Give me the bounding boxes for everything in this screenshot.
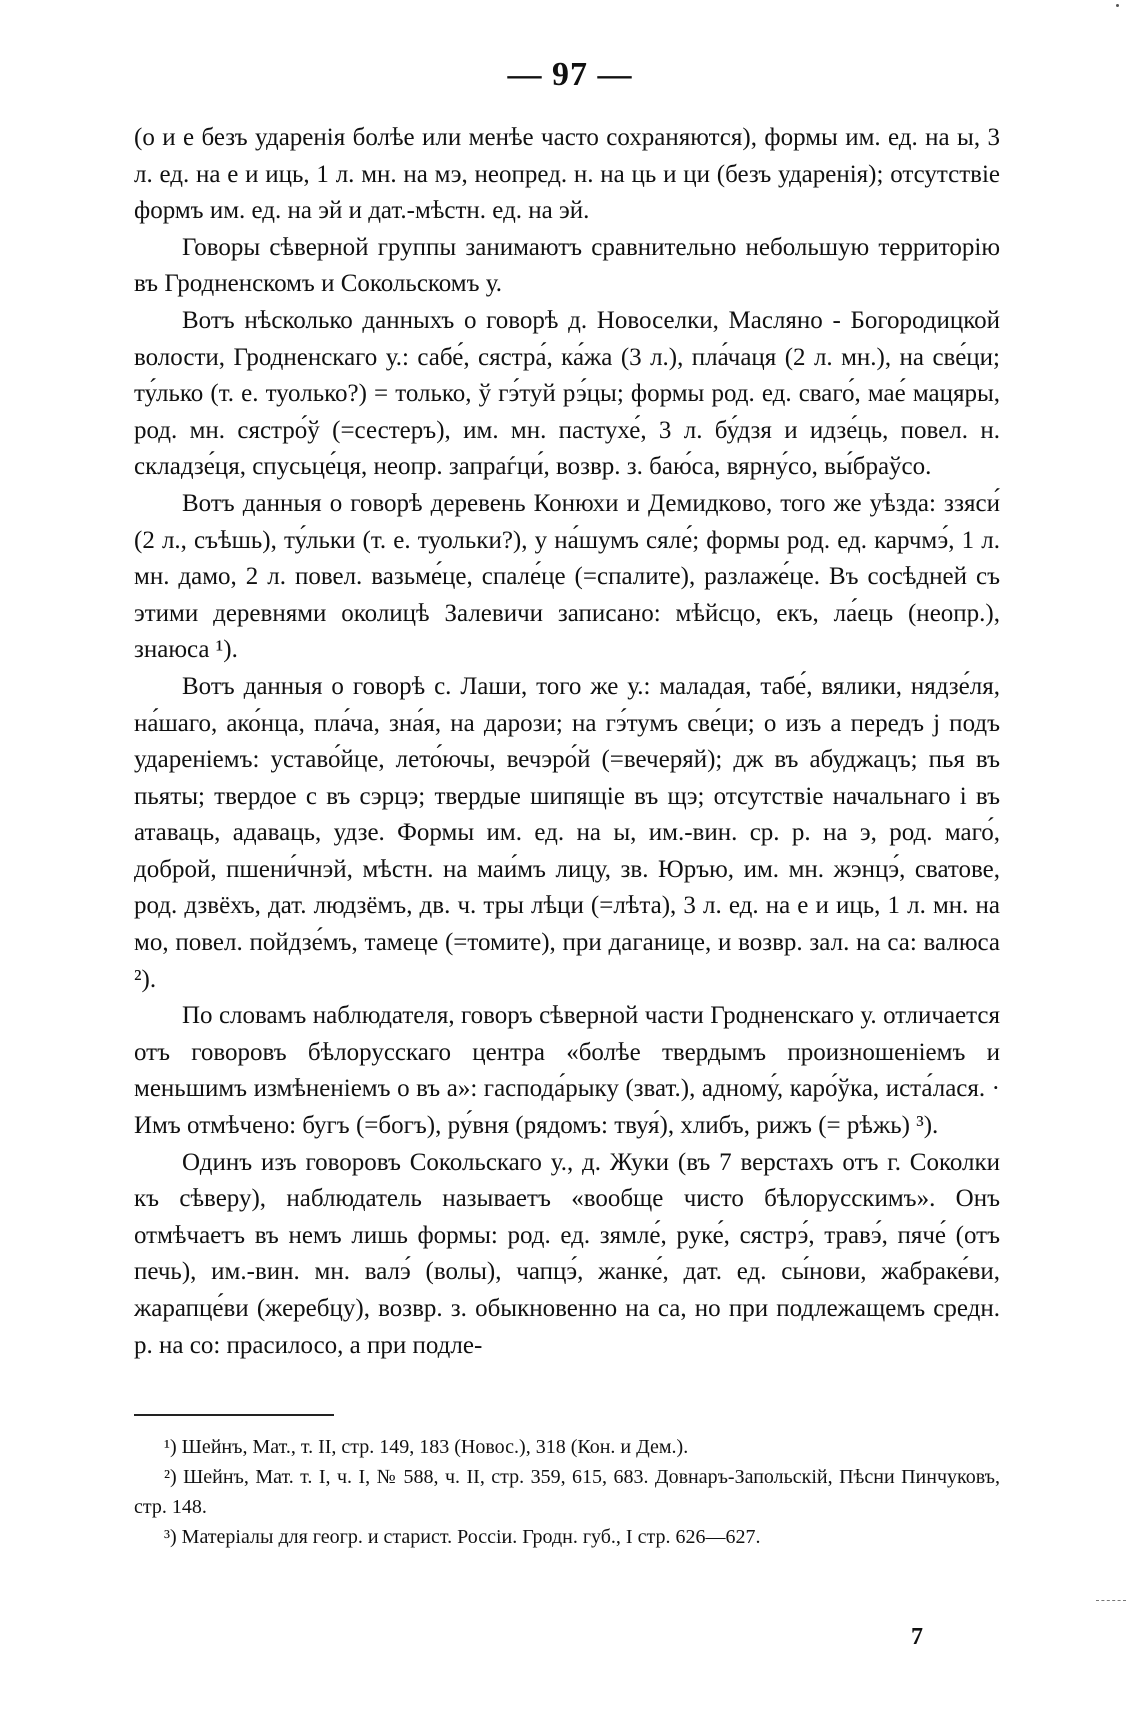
paragraph-northern-group: Говоры сѣверной группы занимаютъ сравнительно небольшую территорію въ Гродненскомъ и Сокольскомъ у.	[134, 233, 1000, 298]
margin-mark	[1096, 1600, 1126, 1601]
page-number: — 97 —	[507, 56, 633, 93]
footnote-2: ²) Шейнъ, Мат. т. I, ч. I, № 588, ч. II, стр. 359, 615, 683. Довнаръ-Запольскій, Пѣсни Пинчуковъ, стр. 148.	[134, 1466, 1000, 1518]
paragraph-konyukhi: Вотъ данныя о говорѣ деревень Конюхи и Демидково, того же уѣзда: ззяси́ (2 л., съѣшь), ту́льки (т. е. туольки?), у на́шумъ сяле́; формы род. ед. карчмэ́, 1 л. мн. дамо, 2 л. повел. вазьме́це, спале́це (=спалите), разлаже́це. Въ сосѣдней съ этими деревнями околицѣ Залевичи записано: мѣйсцо, екъ, ла́ець (неопр.), знаюса ¹).	[134, 489, 1000, 664]
paragraph-observer: По словамъ наблюдателя, говоръ сѣверной части Гродненскаго у. отличается отъ говоровъ бѣлорусскаго центра «болѣе твердымъ произношеніемъ и меньшимъ измѣненіемъ о въ а»: гаспода́рыку (зват.), адному́, каро́ўка, иста́лася. · Имъ отмѣчено: бугъ (=богъ), ру́вня (рядомъ: твуя́), хлибъ, рижъ (= рѣжь) ³).	[134, 1002, 1000, 1140]
paragraph-lashi: Вотъ данныя о говорѣ с. Лаши, того же у.: маладая, табе́, вялики, нядзе́ля, на́шаго, ако́нца, пла́ча, зна́я, на дарози; на гэ́тумъ све́ци; о изъ а передъ j подъ удареніемъ: уставо́йце, лето́ючы, вечэро́й (=вечеряй); дж въ абуджацъ; пья въ пьяты; твердое с въ сэрцэ; твердые шипящіе въ щэ; отсутствіе начальнаго і въ атаваць, адаваць, удзе. Формы им. ед. на ы, им.-вин. ср. р. на э, род. маго́, доброй, пшени́чнэй, мѣстн. на маи́мъ лицу, зв. Юръю, им. мн. жэнцэ́, сватове, род. дзвёхъ, дат. людзёмъ, дв. ч. тры лѣци (=лѣта), 3 л. ед. на е и иць, 1 л. мн. на мо, повел. пойдзе́мъ, тамеце (=томите), при даганице, и возвр. зал. на са: валюса ²).	[134, 672, 1000, 993]
scan-speck	[1116, 4, 1119, 7]
footnote-1: ¹) Шейнъ, Мат., т. II, стр. 149, 183 (Новос.), 318 (Кон. и Дем.).	[164, 1436, 689, 1458]
footnote-3: ³) Матеріалы для геогр. и старист. Россіи. Гродн. губ., I стр. 626—627.	[164, 1526, 761, 1548]
paragraph-novoselki: Вотъ нѣсколько данныхъ о говорѣ д. Новоселки, Масляно - Богородицкой волости, Гродненскаго у.: сабе́, сястра́, ка́жа (3 л.), пла́чаця (2 л. мн.), на све́ци; ту́лько (т. е. туолько?) = только, ў гэ́туй рэ́цы; формы род. ед. сваго́, мае́ мацяры, род. мн. сястро́ў (=сестеръ), им. мн. пастухе́, 3 л. бу́дзя и идзе́ць, повел. н. складзе́ця, спусьце́ця, неопр. запраѓци́, возвр. з. баю́са, вярну́со, вы́браўсо.	[134, 306, 1000, 481]
paragraph-zhuki: Одинъ изъ говоровъ Сокольскаго у., д. Жуки (въ 7 верстахъ отъ г. Соколки къ сѣверу), наблюдатель называетъ «вообще чисто бѣлорусскимъ». Онъ отмѣчаетъ въ немъ лишь формы: род. ед. зямле́, руке́, сястрэ́, травэ́, пяче́ (отъ печь), им.-вин. мн. валэ́ (волы), чапцэ́, жанке́, дат. ед. сы́нови, жабраке́ви, жарапце́ви (жеребцу), возвр. з. обыкновенно на са, но при подлежащемъ средн. р. на со: прасилосо, а при подле-	[134, 1148, 1000, 1359]
body-text	[134, 120, 1000, 1364]
paragraph-continuation: (о и е безъ ударенія болѣе или менѣе часто сохраняются), формы им. ед. на ы, 3 л. ед. на е и иць, 1 л. мн. на мэ, неопред. н. на ць и ци (безъ ударенія); отсутствіе формъ им. ед. на эй и дат.-мѣстн. ед. на эй.	[134, 124, 1000, 225]
footnotes	[134, 1432, 1000, 1552]
footnote-divider	[134, 1414, 334, 1416]
signature-mark: 7	[911, 1624, 923, 1650]
